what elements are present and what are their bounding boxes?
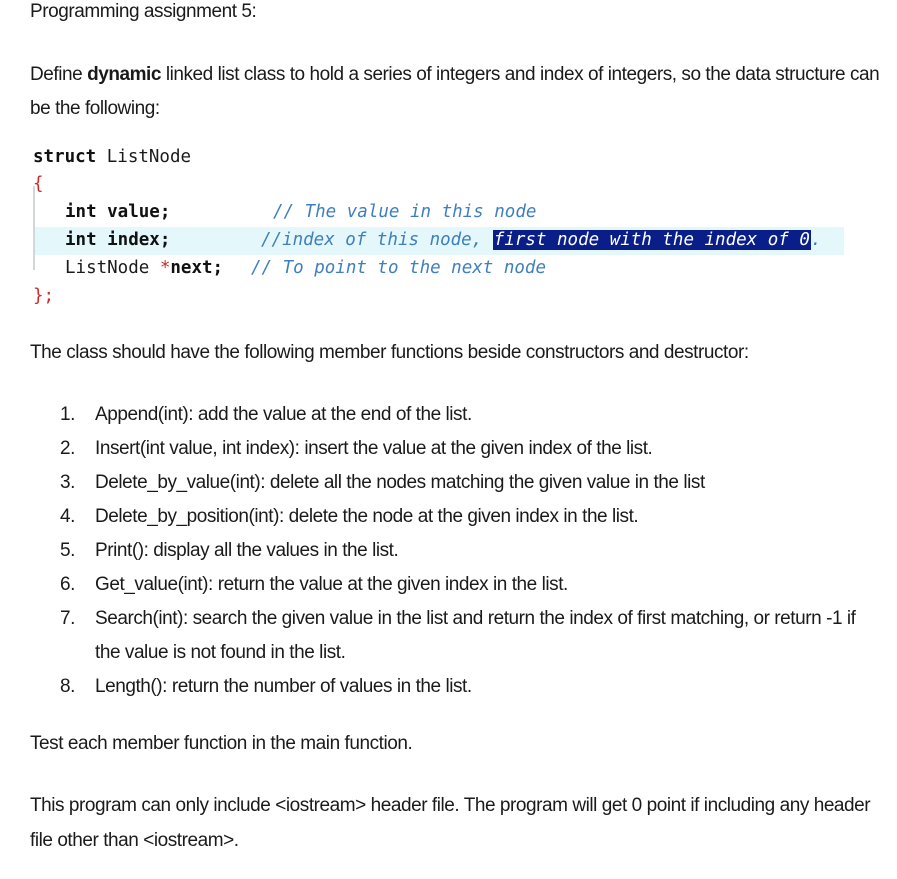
list-item — [60, 670, 880, 704]
code-line-open-brace — [33, 171, 44, 198]
member-functions-intro: The class should have the following member functions beside constructors and destructor: — [30, 342, 749, 363]
close-brace: }; — [33, 286, 55, 306]
member-function-list — [60, 398, 880, 704]
list-item — [60, 466, 880, 500]
list-item-number: 5. — [60, 540, 75, 561]
code-line-value — [65, 199, 170, 226]
list-item-number: 7. — [60, 608, 75, 629]
code-comment-index — [261, 227, 821, 254]
list-item-text: Delete_by_position(int): delete the node at the given index in the list. — [95, 506, 639, 527]
selected-text[interactable]: first node with the index of 0 — [493, 230, 810, 250]
list-item-text: Length(): return the number of values in the list. — [95, 676, 472, 697]
intro-text-start: Define — [30, 64, 88, 85]
code-comment-next — [251, 255, 546, 282]
assignment-title: Programming assignment 5: — [30, 1, 257, 22]
list-item — [60, 398, 880, 432]
list-item-text: Delete_by_value(int): delete all the nodes matching the given value in the list — [95, 472, 705, 493]
code-line-next — [65, 255, 223, 282]
value-type: int — [65, 202, 97, 222]
index-var: index; — [96, 230, 171, 250]
list-item-number: 6. — [60, 574, 75, 595]
value-comment: // The value in this node — [273, 202, 537, 222]
next-comment: // To point to the next node — [251, 258, 547, 278]
intro-bold-word: dynamic — [87, 64, 161, 85]
test-instruction: Test each member function in the main function. — [30, 733, 413, 754]
list-item-number: 2. — [60, 438, 75, 459]
next-var: next; — [170, 258, 224, 278]
code-line-struct — [33, 144, 191, 171]
struct-keyword: struct — [33, 147, 97, 167]
pointer-star: * — [159, 258, 171, 278]
header-restriction: This program can only include <iostream> header file. The program will get 0 point if including any header file other than <iostream>. — [30, 795, 871, 851]
index-comment: //index of this node, — [261, 230, 493, 250]
index-type: int — [65, 230, 97, 250]
intro-paragraph — [30, 58, 880, 126]
value-var: value; — [96, 202, 171, 222]
list-item-text: Append(int): add the value at the end of the list. — [95, 404, 472, 425]
index-comment-end: . — [810, 230, 822, 250]
list-item — [60, 500, 880, 534]
list-item-number: 8. — [60, 676, 75, 697]
next-type: ListNode — [65, 258, 160, 278]
list-item — [60, 432, 880, 466]
code-line-index — [65, 227, 170, 254]
list-item — [60, 568, 880, 602]
list-item — [60, 534, 880, 568]
code-line-close-brace — [33, 283, 54, 310]
list-item-text: Print(): display all the values in the list. — [95, 540, 399, 561]
intro-text-end: linked list class to hold a series of integers and index of integers, so the data structure can be the following: — [30, 64, 880, 119]
list-item-text: Get_value(int): return the value at the given index in the list. — [95, 574, 568, 595]
struct-name: ListNode — [96, 147, 192, 167]
code-comment-value — [273, 199, 536, 226]
list-item-number: 4. — [60, 506, 75, 527]
list-item — [60, 602, 880, 670]
list-item-text: Search(int): search the given value in the list and return the index of first matching, or return -1 if the value is not found in the list. — [95, 608, 856, 663]
list-item-text: Insert(int value, int index): insert the value at the given index of the list. — [95, 438, 653, 459]
indent-guide — [33, 186, 35, 270]
open-brace: { — [33, 174, 44, 194]
list-item-number: 1. — [60, 404, 75, 425]
list-item-number: 3. — [60, 472, 75, 493]
